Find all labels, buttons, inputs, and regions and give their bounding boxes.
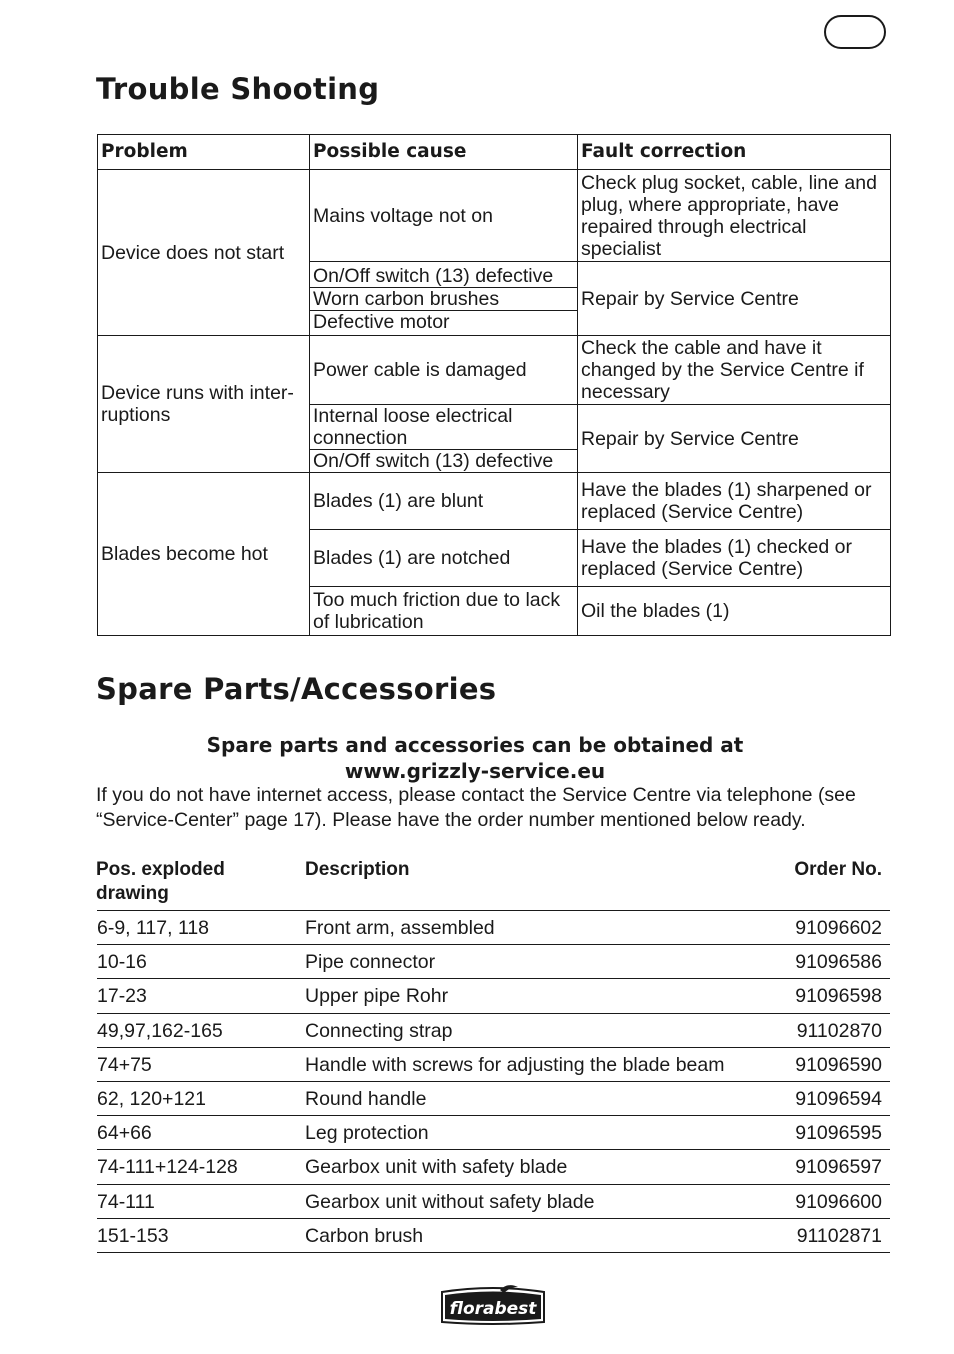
table-row xyxy=(97,1219,890,1253)
table-row xyxy=(97,945,890,979)
order-cell: 91096602 xyxy=(795,917,882,939)
spare-parts-instructions: If you do not have internet access, please contact the Service Centre via telephone (see “Service-Center” page 17). Please have the order number mentioned below ready. xyxy=(96,784,856,831)
problem-cell: Blades become hot xyxy=(98,473,310,636)
pos-cell: 62, 120+121 xyxy=(97,1087,206,1110)
table-row xyxy=(97,1150,890,1184)
description-cell: Round handle xyxy=(305,1087,427,1110)
pos-cell: 74-111+124-128 xyxy=(97,1156,238,1179)
cause-item: On/Off switch (13) defective xyxy=(310,265,577,288)
pos-cell: 49,97,162-165 xyxy=(97,1019,223,1042)
header-problem: Problem xyxy=(98,135,310,170)
spare-parts-intro xyxy=(96,732,854,784)
table-row xyxy=(97,1116,890,1150)
description-cell: Pipe connector xyxy=(305,951,436,974)
pos-cell: 151-153 xyxy=(97,1224,169,1247)
correction-cell: Oil the blades (1) xyxy=(578,587,891,636)
correction-cell: Repair by Service Centre xyxy=(578,405,891,473)
correction-cell: Have the blades (1) sharpened or replaced (Service Centre) xyxy=(578,473,891,530)
header-description: Description xyxy=(305,859,410,880)
description-cell: Handle with screws for adjusting the blade beam xyxy=(305,1053,725,1076)
cause-cell: Blades (1) are notched xyxy=(310,530,578,587)
table-row xyxy=(98,336,891,405)
table-header-row xyxy=(98,135,891,170)
parts-table xyxy=(97,910,890,1253)
cause-cell: Too much friction due to lack of lubrication xyxy=(310,587,578,636)
order-cell: 91096597 xyxy=(795,1156,882,1179)
trouble-shooting-table xyxy=(97,134,891,636)
cause-item: Defective motor xyxy=(313,310,450,333)
service-url: www.grizzly-service.eu xyxy=(344,759,606,783)
header-correction: Fault correction xyxy=(578,135,891,170)
cause-item: On/Off switch (13) defective xyxy=(313,450,554,472)
header-pos: Pos. exploded drawing xyxy=(96,859,225,904)
parts-table-header xyxy=(96,858,890,910)
description-cell: Carbon brush xyxy=(305,1224,424,1247)
cause-cell: Power cable is damaged xyxy=(310,336,578,405)
order-cell: 91096598 xyxy=(795,985,882,1008)
table-row xyxy=(97,1185,890,1219)
table-row xyxy=(98,170,891,262)
description-cell: Upper pipe Rohr xyxy=(305,985,449,1008)
problem-cell: Device does not start xyxy=(98,170,310,336)
header-cause: Possible cause xyxy=(310,135,578,170)
order-cell: 91096586 xyxy=(795,951,882,974)
order-cell: 91102870 xyxy=(796,1019,882,1042)
cause-item: Worn carbon brushes xyxy=(310,288,577,311)
correction-cell: Have the blades (1) checked or replaced (Service Centre) xyxy=(578,530,891,587)
language-badge xyxy=(824,15,886,49)
florabest-logo xyxy=(438,1284,548,1326)
order-cell: 91102871 xyxy=(796,1224,882,1247)
pos-cell: 74-111 xyxy=(97,1190,155,1213)
order-cell: 91096594 xyxy=(795,1087,882,1110)
table-row xyxy=(97,911,890,945)
correction-cell: Check the cable and have it changed by the Service Centre if necessary xyxy=(578,336,891,405)
cause-cell-stack xyxy=(310,405,578,473)
table-row xyxy=(98,473,891,530)
cause-item: Internal loose electrical connection xyxy=(310,405,577,450)
description-cell: Gearbox unit without safety blade xyxy=(305,1190,595,1213)
cause-cell: Blades (1) are blunt xyxy=(310,473,578,530)
intro-line-1: Spare parts and accessories can be obtained at xyxy=(206,733,744,757)
table-row xyxy=(97,979,890,1013)
table-row xyxy=(97,1014,890,1048)
table-row xyxy=(97,1082,890,1116)
correction-cell: Check plug socket, cable, line and plug, where appropriate, have repaired through electrical specialist xyxy=(578,170,891,262)
order-cell: 91096590 xyxy=(795,1053,882,1076)
table-row xyxy=(97,1048,890,1082)
header-order: Order No. xyxy=(794,859,882,880)
cause-cell-stack xyxy=(310,262,578,336)
pos-cell: 10-16 xyxy=(97,951,147,974)
logo-text: florabest xyxy=(449,1299,537,1319)
problem-cell: Device runs with inter-ruptions xyxy=(98,336,310,473)
description-cell: Connecting strap xyxy=(305,1019,453,1042)
spare-parts-title: Spare Parts/Accessories xyxy=(96,672,497,706)
pos-cell: 17-23 xyxy=(97,985,147,1008)
cause-cell: Mains voltage not on xyxy=(310,170,578,262)
pos-cell: 64+66 xyxy=(97,1122,152,1145)
pos-cell: 74+75 xyxy=(97,1053,152,1076)
correction-cell: Repair by Service Centre xyxy=(578,262,891,336)
description-cell: Front arm, assembled xyxy=(305,917,495,939)
description-cell: Leg protection xyxy=(305,1122,429,1145)
trouble-shooting-title: Trouble Shooting xyxy=(96,72,380,106)
pos-cell: 6-9, 117, 118 xyxy=(97,917,210,939)
order-cell: 91096600 xyxy=(795,1190,882,1213)
order-cell: 91096595 xyxy=(795,1122,882,1145)
description-cell: Gearbox unit with safety blade xyxy=(305,1156,568,1179)
